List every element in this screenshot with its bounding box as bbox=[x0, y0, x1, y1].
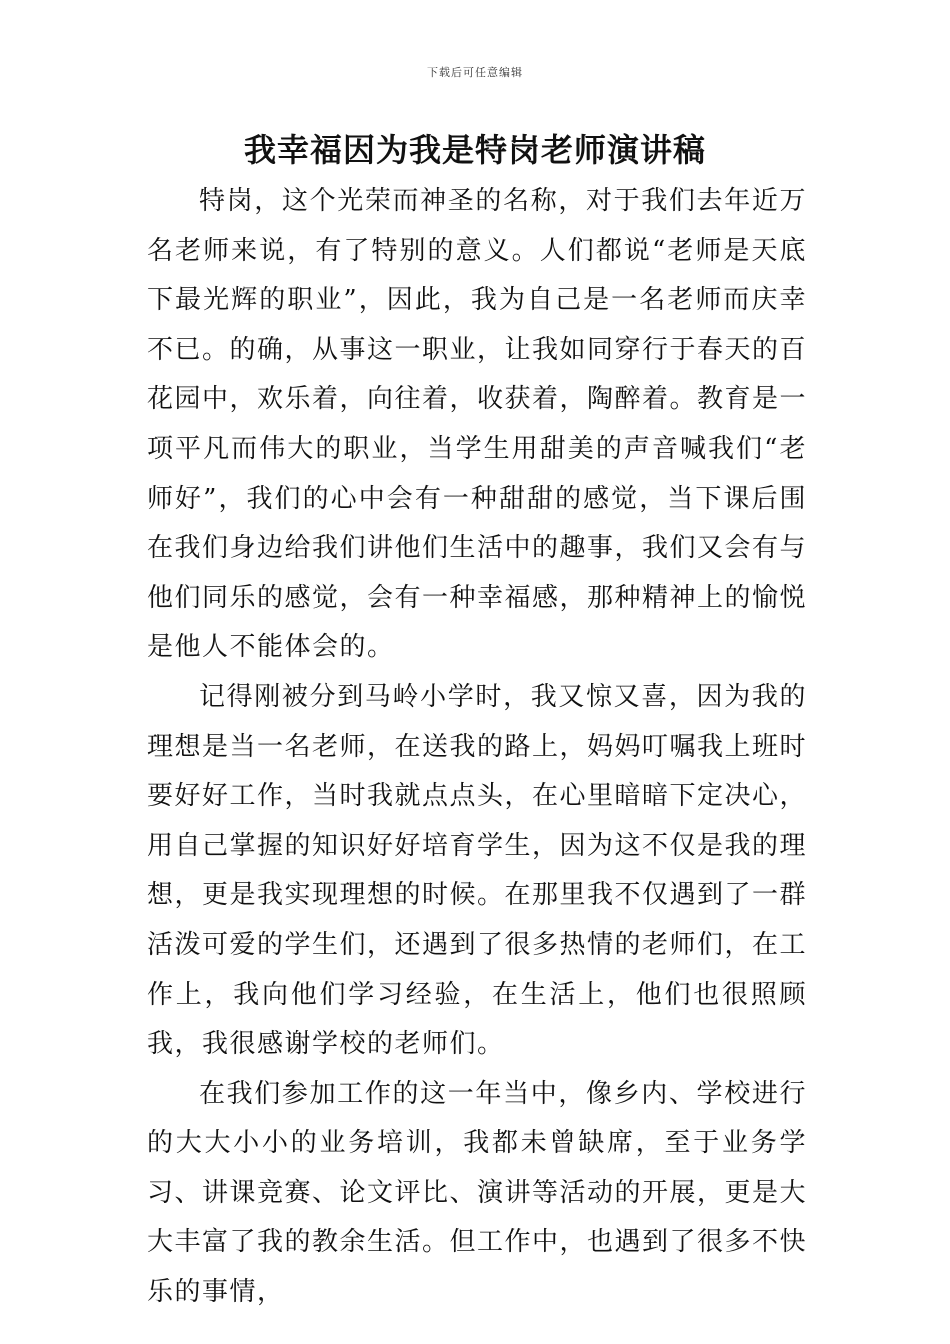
document-title: 我幸福因为我是特岗老师演讲稿 bbox=[243, 131, 706, 169]
header-note: 下载后可任意编辑 bbox=[427, 66, 523, 79]
paragraph-1: 特岗，这个光荣而神圣的名称，对于我们去年近万名老师来说，有了特别的意义。人们都说“老师是天底下最光辉的职业”，因此，我为自己是一名老师而庆幸不已。的确，从事这一职业，让我如同穿行于春天的百花园中，欢乐着，向往着，收获着，陶醉着。教育是一项平凡而伟大的职业，当学生用甜美的声音喊我们“老师好”，我们的心中会有一种甜甜的感觉，当下课后围在我们身边给我们讲他们生活中的趣事，我们又会有与他们同乐的感觉，会有一种幸福感，那种精神上的愉悦是他人不能体会的。 bbox=[147, 186, 808, 663]
paragraph-2: 记得刚被分到马岭小学时，我又惊又喜，因为我的理想是当一名老师，在送我的路上，妈妈叮嘱我上班时要好好工作，当时我就点点头，在心里暗暗下定决心，用自己掌握的知识好好培育学生，因为这不仅是我的理想，更是我实现理想的时候。在那里我不仅遇到了一群活泼可爱的学生们，还遇到了很多热情的老师们，在工作上，我向他们学习经验，在生活上，他们也很照顾我，我很感谢学校的老师们。 bbox=[147, 681, 808, 1060]
paragraph-3: 在我们参加工作的这一年当中，像乡内、学校进行的大大小小的业务培训，我都未曾缺席，至于业务学习、讲课竞赛、论文评比、演讲等活动的开展，更是大大丰富了我的教余生活。但工作中，也遇到了很多不快乐的事情， bbox=[147, 1078, 808, 1308]
document-body bbox=[147, 177, 807, 1318]
